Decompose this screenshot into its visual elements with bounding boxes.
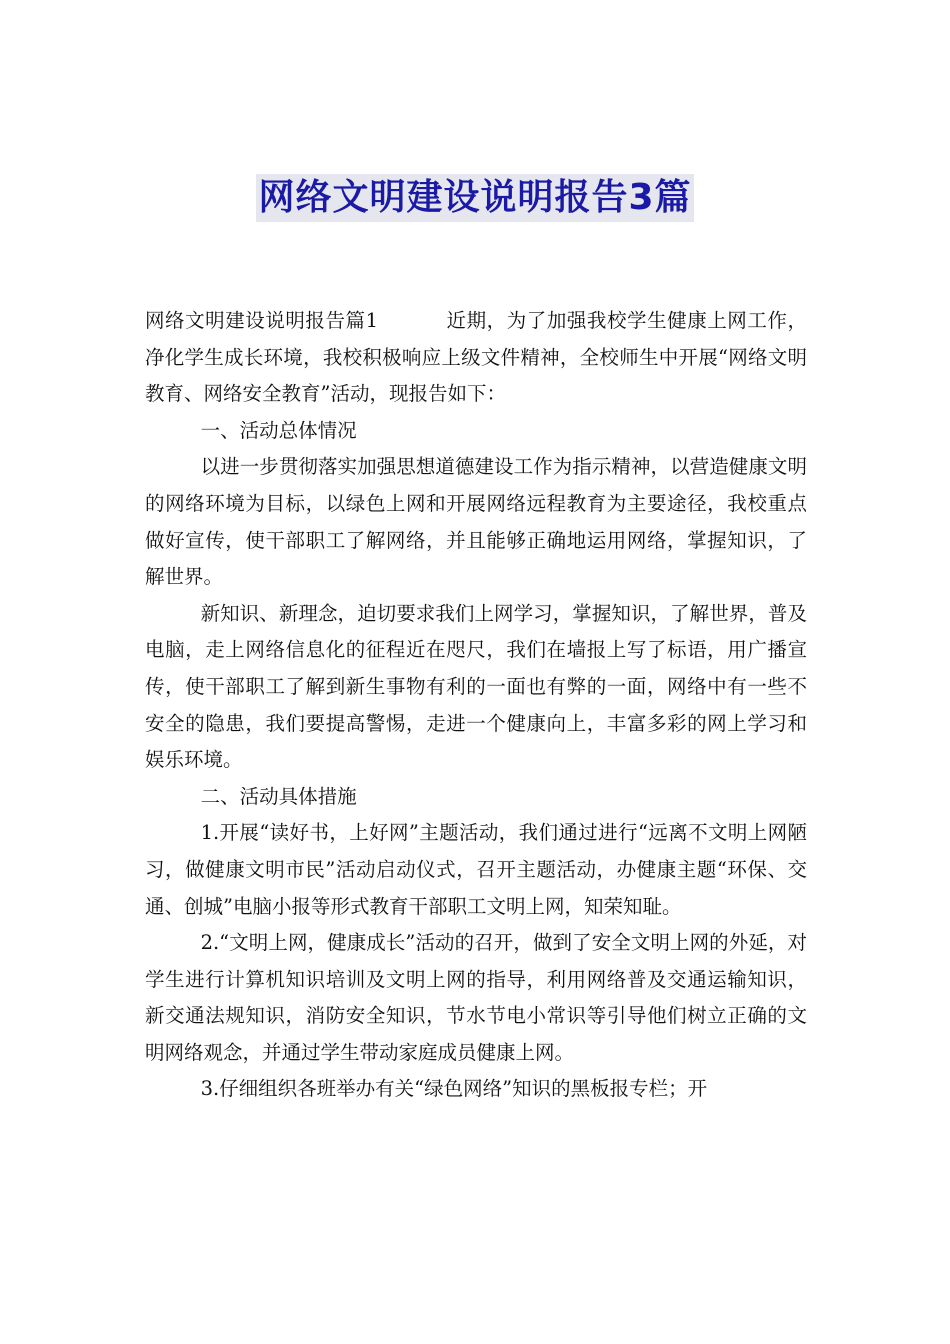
paragraph-overview-2: 新知识、新理念，迫切要求我们上网学习，掌握知识，了解世界，普及电脑，走上网络信息化的征程近在咫尺，我们在墙报上写了标语，用广播宣传，使干部职工了解到新生事物有利的一面也有弊的一面，网络中有一些不安全的隐患，我们要提高警惕，走进一个健康向上，丰富多彩的网上学习和娱乐环境。	[145, 601, 807, 772]
heading-overview: 一、活动总体情况	[200, 418, 357, 442]
section-label: 网络文明建设说明报告篇1	[145, 309, 378, 332]
intro-text: 近期，为了加强我校学生健康上网工作，净化学生成长环境，我校积极响应上级文件精神，全校师生中开展“网络文明教育、网络安全教育”活动，现报告如下：	[145, 309, 807, 406]
heading-measures: 二、活动具体措施	[200, 784, 357, 808]
document-title: 网络文明建设说明报告3篇	[256, 174, 693, 222]
intro-paragraph	[145, 303, 807, 413]
paragraph-measure-3: 3.仔细组织各班举办有关“绿色网络”知识的黑板报专栏；开	[200, 1077, 708, 1101]
paragraph-measure-2: 2.“文明上网，健康成长”活动的召开，做到了安全文明上网的外延，对学生进行计算机知识培训及文明上网的指导，利用网络普及交通运输知识，新交通法规知识，消防安全知识，节水节电小常识等引导他们树立正确的文明网络观念，并通过学生带动家庭成员健康上网。	[145, 931, 807, 1064]
title-container	[0, 174, 950, 222]
paragraph-overview-1: 以进一步贯彻落实加强思想道德建设工作为指示精神，以营造健康文明的网络环境为目标，以绿色上网和开展网络远程教育为主要途径，我校重点做好宣传，使干部职工了解网络，并且能够正确地运用网络，掌握知识，了解世界。	[145, 455, 807, 589]
document-body	[145, 303, 807, 1108]
paragraph-measure-1: 1.开展“读好书，上好网”主题活动，我们通过进行“远离不文明上网陋习，做健康文明市民”活动启动仪式，召开主题活动，办健康主题“环保、交通、创城”电脑小报等形式教育干部职工文明上网，知荣知耻。	[145, 821, 807, 918]
